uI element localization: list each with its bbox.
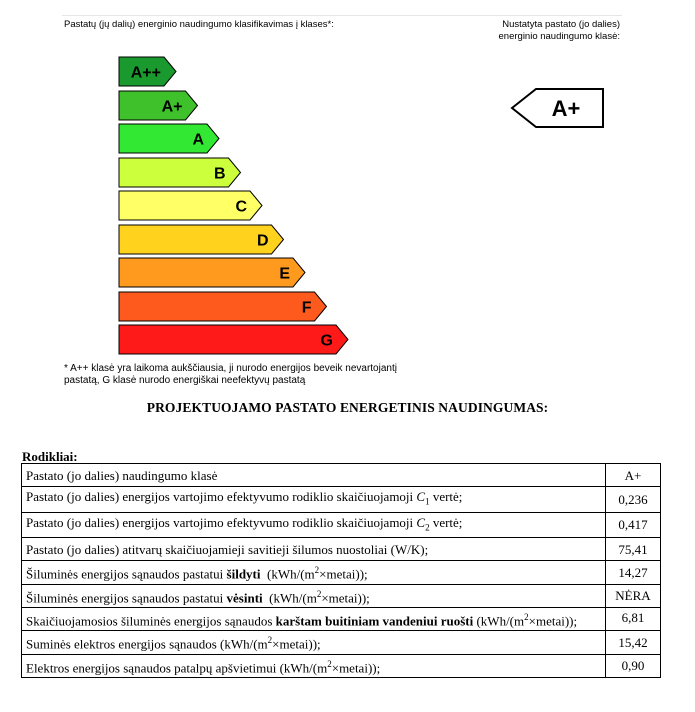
energy-class-label: B	[213, 165, 226, 182]
energy-class-bar	[118, 291, 329, 320]
table-row	[22, 631, 661, 654]
table-row	[22, 607, 661, 630]
row-label: Šiluminės energijos sąnaudos pastatui vėsinti $(kWh/(m^2\times metai))$;	[22, 584, 606, 607]
row-value: 0,90	[606, 654, 661, 677]
table-row	[22, 561, 661, 584]
energy-class-bar	[118, 257, 307, 286]
indicators-table	[21, 463, 661, 678]
energy-class-label: F	[301, 299, 312, 316]
row-label: Šiluminės energijos sąnaudos pastatui šildyti $(kWh/(m^2\times metai))$;	[22, 561, 606, 584]
row-value: 15,42	[606, 631, 661, 654]
energy-class-label: E	[279, 265, 290, 283]
table-row	[22, 654, 661, 677]
table-row	[22, 464, 661, 487]
row-value: 6,81	[606, 607, 661, 630]
row-label: Skaičiuojamosios šiluminės energijos sąnaudos karštam buitiniam vandeniui ruošti $(kWh/(m^2\times metai))$;	[22, 607, 606, 630]
assigned-class-indicator	[510, 87, 606, 134]
energy-class-label: D	[256, 232, 269, 249]
row-value: 0,417	[606, 512, 661, 538]
energy-class-arrow	[119, 91, 198, 120]
table-row	[22, 487, 661, 513]
row-label: Pastato (jo dalies) energijos vartojimo efektyvumo rodiklio skaičiuojamoji $C_1$ vertė;	[22, 487, 606, 513]
energy-class-arrow	[119, 325, 348, 354]
energy-class-label: A++	[130, 64, 161, 82]
energy-class-bar	[118, 90, 200, 119]
energy-class-label: A	[192, 131, 204, 149]
classification-heading: Pastatų (jų dalių) energinio naudingumo klasifikavimas į klases*:	[64, 19, 334, 30]
row-label: Suminės elektros energijos sąnaudos $(kWh/(m^2\times metai))$;	[22, 631, 606, 654]
row-label: Pastato (jo dalies) energijos vartojimo efektyvumo rodiklio skaičiuojamoji $C_2$ vertė;	[22, 512, 606, 538]
row-value: NĖRA	[606, 584, 661, 607]
table-row	[22, 512, 661, 538]
energy-class-bar	[118, 157, 243, 186]
energy-class-label: A+	[161, 98, 183, 115]
energy-class-bar	[118, 56, 178, 85]
table-row	[22, 538, 661, 561]
row-label: Pastato (jo dalies) naudingumo klasė	[22, 464, 606, 487]
row-value: 75,41	[606, 538, 661, 561]
section-label: Rodikliai:	[22, 449, 78, 464]
table-row	[22, 584, 661, 607]
row-value: 14,27	[606, 561, 661, 584]
top-divider	[62, 15, 622, 16]
energy-class-label: G	[320, 332, 333, 350]
footnote: * A++ klasė yra laikoma aukščiausia, ji nurodo energijos beveik nevartojantį pastatą, G klasė nurodo energiškai neefektyvų pastatą	[64, 363, 397, 386]
energy-class-bar	[118, 324, 350, 353]
energy-class-bar	[118, 123, 221, 152]
energy-class-bar	[118, 224, 286, 253]
row-value: A+	[606, 464, 661, 487]
row-value: 0,236	[606, 487, 661, 513]
energy-class-bar	[118, 190, 264, 219]
energy-class-label: C	[235, 198, 247, 216]
energy-class-arrow	[119, 124, 219, 153]
energy-class-arrow	[119, 258, 305, 287]
row-label: Pastato (jo dalies) atitvarų skaičiuojamieji savitieji šilumos nuostoliai (W/K);	[22, 538, 606, 561]
page-title: PROJEKTUOJAMO PASTATO ENERGETINIS NAUDINGUMAS:	[146, 400, 549, 415]
assigned-class-label: A+	[551, 96, 581, 121]
energy-class-arrow	[119, 292, 327, 321]
assigned-class-heading: Nustatyta pastato (jo dalies) energinio naudingumo klasė:	[498, 19, 620, 42]
row-label: Elektros energijos sąnaudos patalpų apšvietimui $(kWh/(m^2\times metai))$;	[22, 654, 606, 677]
